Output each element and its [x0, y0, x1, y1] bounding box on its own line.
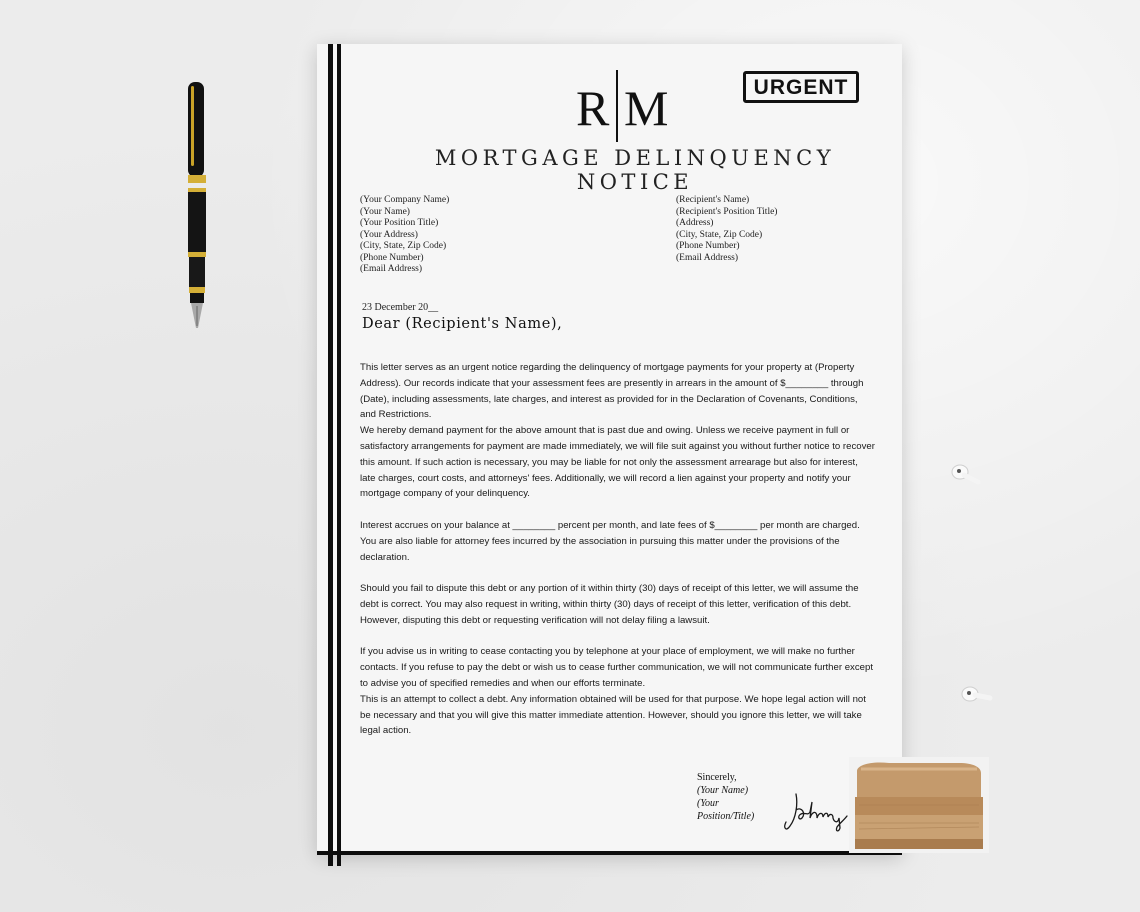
sender-line: (Your Position Title): [360, 218, 439, 228]
body-paragraph: We hereby demand payment for the above amount that is past due and owing. Unless we receive payment in full or satisfactory arrangements for payment are made immediately, we will file suit against you without further notice to recover this amount. If such action is necessary, you may be liable for not only the assessment arrearage but also for interest, late charges, court costs, and attorneys' fees. Additionally, we will record a lien against your property and notify your mortgage company of your delinquency.: [360, 425, 875, 500]
border-line: [328, 44, 333, 866]
recipient-line: (Phone Number): [676, 241, 740, 251]
sender-line: (Phone Number): [360, 252, 424, 263]
sender-line: (City, State, Zip Code): [360, 241, 447, 251]
body-paragraph: Interest accrues on your balance at ________ percent per month, and late fees of $________ per month are charged. You are also liable for attorney fees incurred by the association in pursuing this matter under the provisions of the declaration.: [360, 519, 860, 563]
body-paragraph: This is an attempt to collect a debt. Any information obtained will be used for that purpose. We hope legal action will not be necessary and that you will give this matter immediate attention. However, should you ignore this letter, we will take legal action.: [360, 693, 866, 737]
urgent-stamp: URGENT: [743, 71, 859, 103]
body-paragraph: Should you fail to dispute this debt or any portion of it within thirty (30) days of receipt of this letter, we will assume the debt is correct. You may also request in writing, within thirty (30) days of receipt of this letter, verification of this debt. However, disputing this debt or requesting verification will not delay filing a lawsuit.: [360, 583, 859, 626]
salutation: Dear (Recipient's Name),: [362, 316, 563, 332]
monogram-divider: [616, 70, 618, 142]
border-line: [337, 44, 341, 866]
recipient-line: (Recipient's Name): [676, 195, 750, 205]
recipient-line: (Recipient's Position Title): [676, 206, 778, 217]
closing-position: (Your: [697, 798, 719, 809]
body-paragraph: This letter serves as an urgent notice regarding the delinquency of mortgage payments for your property at (Property Address). Our records indicate that your assessment fees are presently in arrears in the amount of $________ through (Date), including assessments, late charges, and interest as provided for in the Declaration of Covenants, Conditions, and Restrictions.: [360, 362, 864, 421]
monogram-logo: [570, 68, 670, 144]
closing-block: [697, 771, 754, 823]
document-title: MORTGAGE DELINQUENCY NOTICE: [434, 146, 836, 194]
sender-line: (Email Address): [360, 264, 423, 274]
letter-date: 23 December 20__: [362, 302, 439, 313]
sender-line: (Your Name): [360, 206, 410, 217]
wooden-stamp-icon: [849, 757, 989, 853]
monogram-letter: M: [624, 80, 669, 136]
recipient-line: (Address): [676, 218, 714, 228]
earbud-icon: [960, 680, 994, 706]
closing-name: (Your Name): [697, 785, 749, 796]
recipient-address-block: [676, 195, 777, 264]
closing-sincerely: Sincerely,: [697, 772, 737, 783]
earbud-icon: [950, 460, 982, 486]
fountain-pen-icon: [182, 80, 212, 330]
body-paragraph: If you advise us in writing to cease contacting you by telephone at your place of employment, we will make no further contacts. If you refuse to pay the debt or wish us to cease further communication, we will not communicate further except to advise you of specified remedies and when our efforts terminate.: [360, 646, 873, 689]
sender-address-block: [360, 195, 449, 276]
handwritten-signature: [782, 790, 850, 834]
sender-line: (Your Company Name): [360, 195, 450, 205]
border-line: [317, 851, 902, 855]
recipient-line: (City, State, Zip Code): [676, 229, 763, 240]
monogram-letter: R: [576, 80, 610, 136]
recipient-line: (Email Address): [676, 252, 739, 263]
closing-position: Position/Title): [697, 811, 755, 822]
sender-line: (Your Address): [360, 229, 418, 240]
letter-body: [360, 360, 875, 739]
